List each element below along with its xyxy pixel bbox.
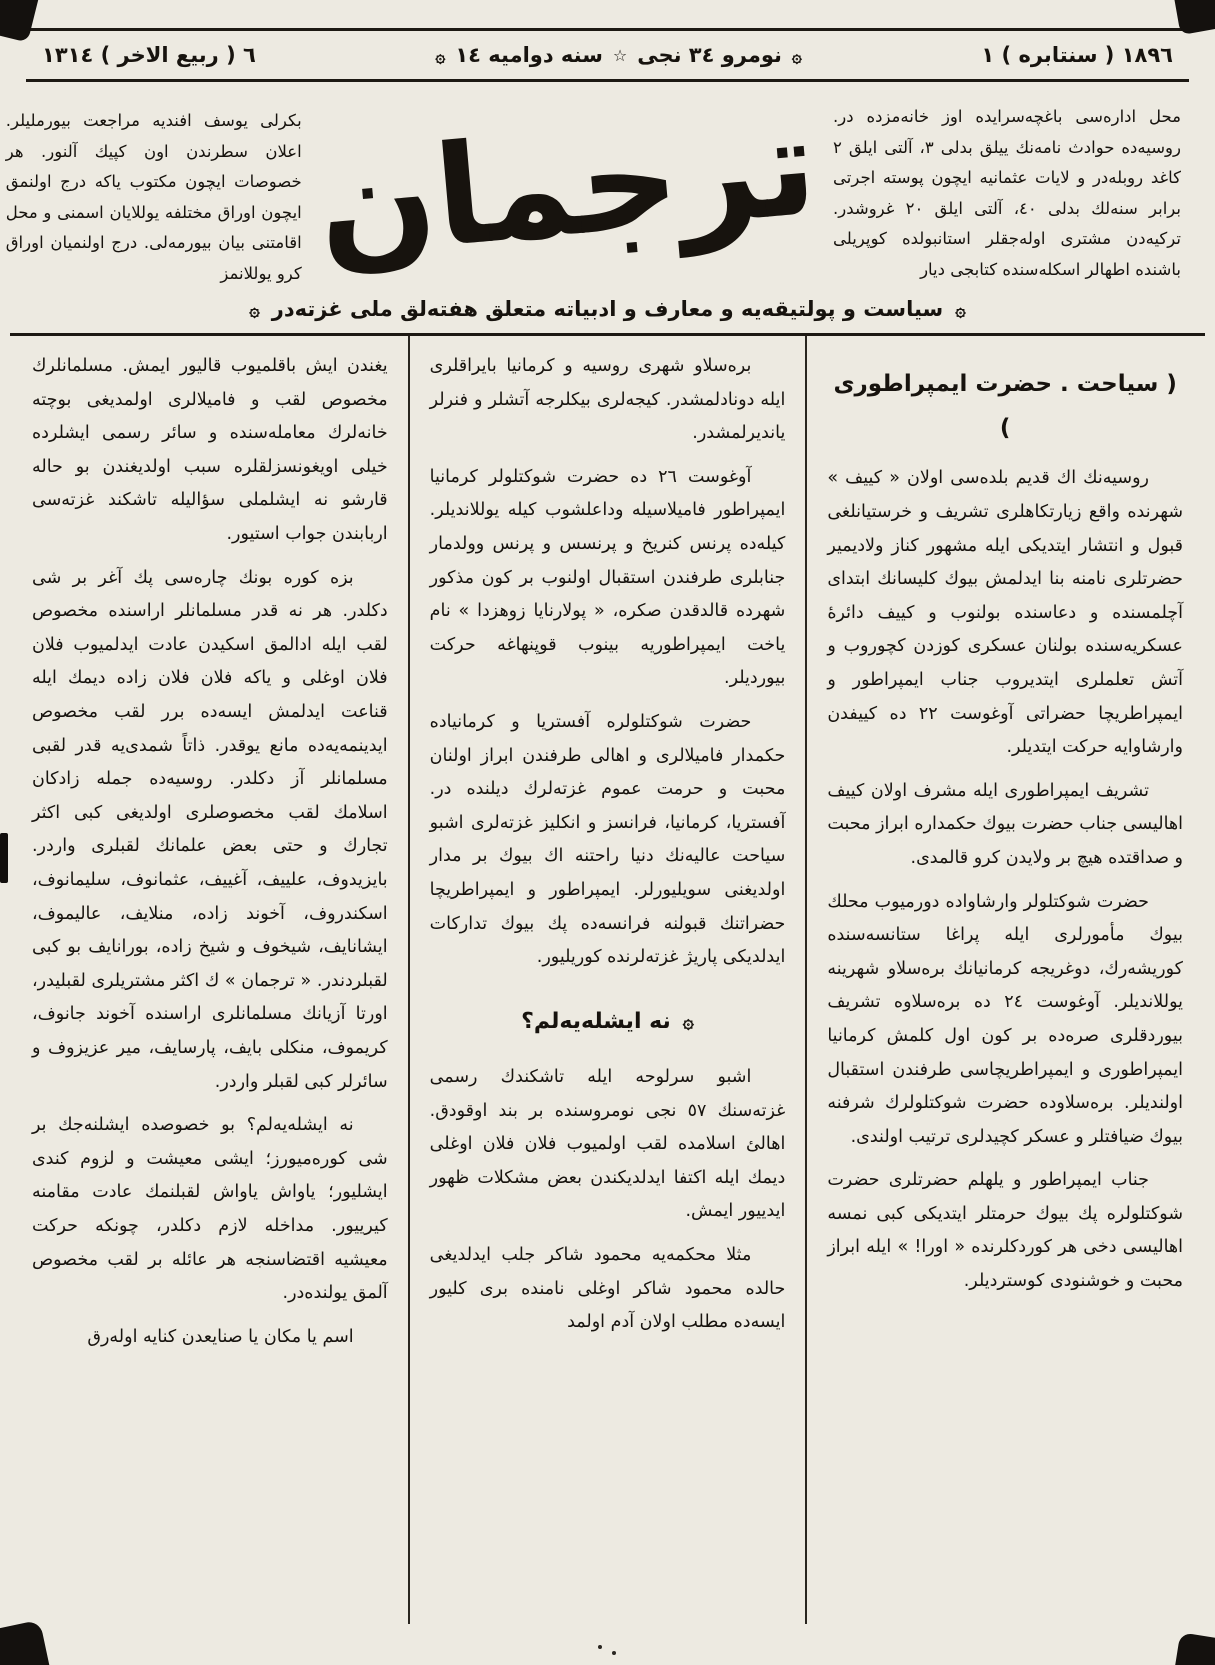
section-subheading	[430, 1001, 786, 1043]
slogan-text: سیاست و پولتیقه‌یه و معارف و ادبیاته متعلق هفته‌لق ملی غزته‌در	[271, 297, 944, 322]
paragraph: تشریف ایمپراطوری ایله مشرف اولان کییف اهالیسی جناب حضرت بیوك حکمداره ابراز محبت و صداقتده هیچ بر ولایدن کرو قالمدی.	[827, 780, 1183, 868]
slogan-line	[0, 293, 1215, 333]
scroll-ornament-icon: ۞	[435, 46, 446, 67]
floral-ornament-icon: ۞	[955, 300, 966, 322]
volume-label: سنه دوامیه ١٤	[455, 43, 603, 67]
paragraph: اسم یا مکان یا صنایعدن کنایه اوله‌رق	[87, 1326, 354, 1347]
paragraph: آوغوست ٢٦ ده حضرت شوکتلولر کرمانیا ایمپراطور فامیلاسیله وداعلشوب کیله یوللاندیلر. کیله‌ده پرنس کنریخ و پرنسس و پرنس وولدمار جنابلری طرفندن استقبال اولنوب بر کون مذکور شهرده قالدقدن صکره، « پولارنایا زوهزدا » نام یاخت ایمپراطوریه بینوب قوپنهاغه حرکت بیوردیلر.	[429, 466, 786, 689]
hijri-date: ٦ ( ربیع الاخر ) ١٣١٤	[42, 43, 256, 67]
scan-dot	[612, 1651, 616, 1655]
paragraph: حضرت شوکتلولره آفستریا و کرمانیاده حکمدار فامیلالری و اهالی طرفندن ابراز اولنان محبت و حرمت عموم غزته‌لرك دیلنده در. آفستریا، کرمانیا، فرانسز و انکلیز غزته‌لری اشبو سیاحت عالیه‌نك دنیا راحتنه اك بیوك بر مدار اولدیغنی سویلیورلر. ایمپراطور و ایمپراطریچا حضراتنك قبولنه فرانسه‌ده پك بیوك تدارکات ایدلدیکی پاریژ غزته‌لرنده کوریلیور.	[429, 712, 786, 968]
paragraph: اشبو سرلوحه ایله تاشکندك رسمی غزته‌سنك ٥٧ نجی نومروسنده بر بند اوقودق. اهالئ اسلامده لقب اولمیوب فلان فلان اوغلی دیمك ایله اکتفا ایدلدیکندن بعض مشکلات ظهور ایدییور ایمش.	[429, 1067, 786, 1222]
subscription-notice: بکرلی یوسف افندیه مراجعت بیورملیلر. اعلان سطرندن اون کپیك آلنور. هر خصوصات ایچون مکتوب یاکه درج اولنمق ایچون اوراق مختلفه یوللایان اسمنی و محل اقامتنی بیان بیورمه‌لی. درج اولنمیان اوراق کرو یوللانمز	[5, 111, 302, 283]
paragraph: بزه کوره بونك چاره‌سی پك آغر بر شی دکلدر. هر نه قدر مسلمانلر اراسنده مخصوص لقب ایله ادالمق اسکیدن عادت ایدلمیوب فلان فلان اوغلی و یاكه فلان فلان زاده دیمك ایله قناعت ایدلمش ایسه‌ده برر لقب مخصوص ایدینمه‌یه‌ده مانع یوقدر. ذاتاً شمدی‌یه قدر لقبی مسلمانلر آز دکلدر. روسیه‌ده جمله زادکان اسلامك لقب مخصوصلری اولدیغی کبی اکثر تجارك و حتی بعض علمانك لقبلری واردر. بایزیدوف، علییف، آغییف، عثمانوف، سلیمانوف، اسکندروف، آخوند زاده، منلایف، عالیموف، ایشانایف، شیخوف و شیخ زاده، بورانایف بو کبی لقبلردندر. « ترجمان » ك اکثر مشتریلری لقبلیدر، اورتا آزیانك مسلمانلری اراسنده آخوند جانوف، کریموف، منکلی بایف، پارسایف، میر عزیزوف و سائرلر کبی لقبلر واردر.	[31, 567, 388, 1092]
header-bar	[26, 28, 1189, 82]
column-right	[807, 336, 1203, 1624]
paragraph: حضرت شوکتلولر وارشاواده دورمیوب محلك بیوك مأمورلری ایله پراغا ستانسه‌سنده کوریشه‌رك، دوغریجه کرمانیانك بره‌سلاو شهرینه یوللاندیلر. آوغوست ٢٤ ده بره‌سلاوه تشریف بیوردقلری صره‌ده بر کون اول کلمش کرمانیا ایمپراطوری و ایمپراطریچاسی طرفندن استقبال اولندیلر. بره‌سلاوده حضرت شوکتلولرك شرفنه بیوك ضیافتلر و عسکر کچیدلری ترتیب اولندی.	[827, 891, 1183, 1147]
issue-line	[435, 43, 802, 67]
administration-notice: محل اداره‌سی باغچه‌سرایده اوز خانه‌مزده در. روسیه‌ده حوادث نامه‌نك ییلق بدلی ٣، آلتی ایلق ٢ کاغد روبله‌در و لایات عثمانیه ایچون پوسته اجرتی برابر سنه‌لك بدلی ٤٠، آلتی ایلق ٢٠ غروشدر. ترکیه‌دن مشتری اوله‌جقلر استانبولده کوپریلی باشنده اطهالر اسکله‌سنده کتابجی دیار	[833, 107, 1181, 279]
scan-dot	[598, 1645, 602, 1649]
scroll-ornament-icon: ۞	[682, 1010, 694, 1033]
scroll-ornament-icon: ۞	[791, 46, 802, 67]
masthead	[0, 82, 1215, 293]
scan-edge-mark	[0, 833, 8, 883]
masthead-title: ترجمان	[310, 84, 823, 289]
paragraph: جناب ایمپراطور و یلهلم حضرتلری حضرت شوکتلولره پك بیوك حرمتلر ایتدیکی کبی نمسه اهالیسی دخی هر کوردکلرنده « اورا! » ایله ابراز محبت و خوشنودی کوستردیلر.	[827, 1170, 1183, 1292]
masthead-title-area	[310, 84, 823, 289]
article-heading: ( سیاحت . حضرت ایمپراطوری )	[833, 371, 1177, 442]
paragraph: روسیه‌نك اك قدیم بلده‌سی اولان « کییف » شهرنده واقع زیارتکاهلری تشریف و خرستیانلغی قبول و انتشار ایتدیکی ایله مشهور کناز ولادیمیر حضرتلری نامنه بنا ایدلمش بیوك کلیسانك ابتدای آچلمسنده و دعاسنده بولنوب و کییف دائرهٔ عسکریه‌سنده بولنان عسکری کوزدن کچوروب و آتش تعلملری ایتدیروب جناب ایمپراطور و ایمپراطریچا حضراتی آوغوست ٢٢ ده کییفدن وارشاوایه حرکت ایتدیلر.	[827, 468, 1183, 758]
paragraph: یغندن ایش باقلمیوب قالیور ایمش. مسلمانلرك مخصوص لقب و فامیلالری اولمدیغی بوچته خانه‌لرك معاملەسنده و سائر رسمی ایشلرده خیلی اویغونسزلقلره سبب اولدیغندن بو حاله قارشو نه ایشلملی سؤالیله تاشکند غزته‌سی اربابندن جواب استیور.	[31, 356, 388, 545]
star-icon: ☆	[612, 45, 628, 65]
body-columns	[12, 336, 1203, 1624]
floral-ornament-icon: ۞	[249, 300, 260, 322]
scan-corner-artifact	[1170, 1632, 1215, 1665]
scan-corner-artifact	[0, 1620, 55, 1665]
paragraph: نه ایشله‌یه‌لم؟ بو خصوصده ایشلنه‌جك بر شی کوره‌میورز؛ ایشی معیشت و لزوم کندی ایشلیور؛ یاواش یاواش لقبلنمك عادت مقامنه کیرییور. مداخله لازم دکلدر، چونکه حرکت معیشیه اقتضاسنجه هر عائله بر لقب مخصوص آلمق یولنده‌در.	[31, 1115, 388, 1304]
issue-number: نومرو ٣٤ نجى	[637, 43, 782, 67]
column-left	[12, 336, 408, 1624]
column-middle	[408, 336, 808, 1624]
gregorian-date: ١٨٩٦ ( سنتابره ) ١	[981, 43, 1173, 67]
paragraph: مثلا محکمه‌یه محمود شاکر جلب ایدلدیغی حالده محمود شاکر اوغلی نامنده بری کلیور ایسه‌ده مطلب اولان آدم اولمد	[429, 1244, 786, 1333]
subheading-text: نه ایشله‌یه‌لم؟	[521, 1008, 671, 1034]
paragraph: بره‌سلاو شهری روسیه و کرمانیا بایراقلری ایله دونادلمشدر. کیجه‌لری بیکلرجه آتشلر و فنرلر یاندیرلمشدر.	[429, 356, 786, 444]
